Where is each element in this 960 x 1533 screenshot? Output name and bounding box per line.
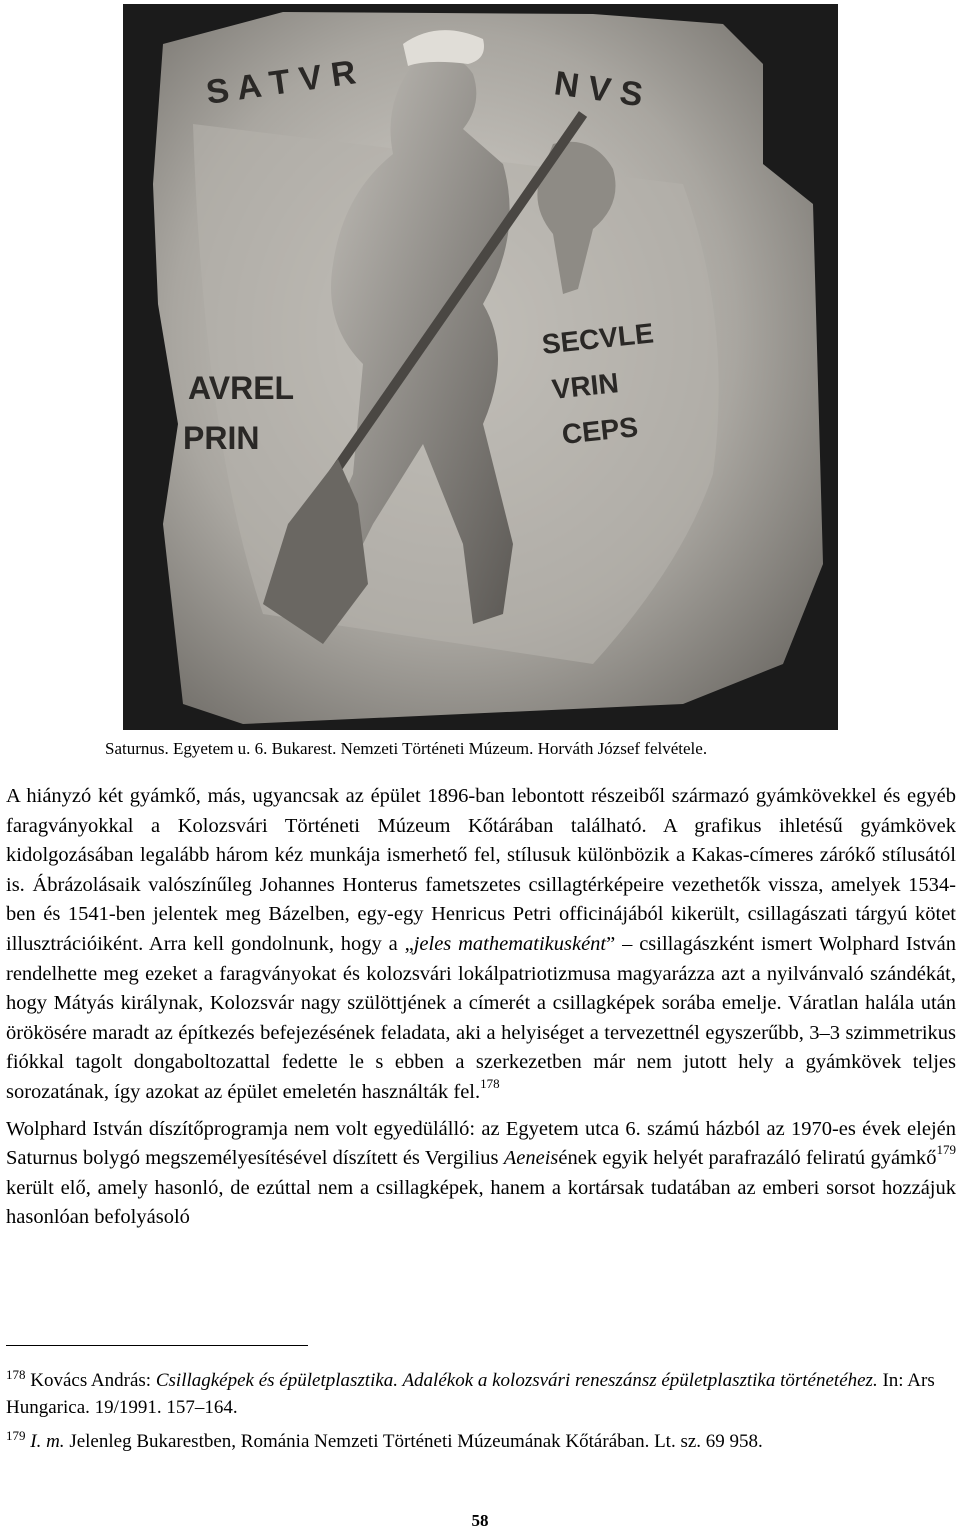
footnote-ref-179[interactable]: 179	[936, 1142, 957, 1158]
saturnus-relief-photo	[123, 4, 838, 730]
p2-text-b: ének egyik helyét parafrazáló feliratú gyámkő	[558, 1147, 937, 1170]
inscription-right-line1: SECVLE	[540, 317, 656, 360]
p1-quote-open: „	[404, 932, 414, 955]
footnote-separator	[6, 1345, 308, 1346]
footnote-ref-178[interactable]: 178	[480, 1076, 500, 1092]
p2-italic-aeneis: Aeneis	[503, 1147, 559, 1170]
footnote-178	[6, 1368, 956, 1421]
inscription-right-top: N V S	[551, 64, 646, 115]
footnote-rest: Jelenleg Bukarestben, Románia Nemzeti Történeti Múzeumának Kőtárában. Lt. sz. 69 958.	[64, 1431, 763, 1452]
figure-caption: Saturnus. Egyetem u. 6. Bukarest. Nemzeti Történeti Múzeum. Horváth József felvétele.	[105, 739, 708, 758]
p1-text-b: – csillagászként ismert Wolphard István rendelhette meg ezeket a faragványokat és kolozsvári lokálpatriotizmusa magyarázza azt a nyilvánvaló szándékát, hogy Mátyás királynak, Kolozsvár nagy szülöttjének a címerét a csillagképek sorába emelje. Váratlan halála után örökösére maradt az építkezés befejezésének feladata, aki a helyiséget a tervezettnél egyszerűbb, 3–3 szimmetrikus fiókkal tagolt dongaboltozattal fedette le s ebben a szerkezetben már nem jutott hely a gyámkövek teljes sorozatának, így azokat az épület emeletén használták fel.	[6, 932, 956, 1103]
footnote-number: 178	[6, 1367, 26, 1382]
footnote-title: Csillagképek és épületplasztika. Adalékok a kolozsvári reneszánsz épületplasztika történetéhez.	[155, 1370, 878, 1391]
footnote-179	[6, 1429, 956, 1456]
paragraph-1	[6, 782, 956, 1108]
page-number: 58	[471, 1511, 489, 1530]
footnotes	[6, 1368, 956, 1456]
inscription-left-line1: AVREL	[188, 370, 295, 406]
paragraph-2	[6, 1115, 956, 1233]
footnote-ibid: I. m.	[30, 1431, 65, 1452]
p2-text-a: Wolphard István díszítőprogramja nem volt egyedülálló: az Egyetem utca 6. számú házból az 1970-es évek elején Saturnus bolygó megszemélyesítésével díszített és Vergilius	[6, 1117, 956, 1170]
p1-text-a: A hiányzó két gyámkő, más, ugyancsak az épület 1896-ban lebontott részeiből származó gyámkövekkel és egyéb faragványokkal a Kolozsvári Történeti Múzeum Kőtárában található. A grafikus ihletésű gyámkövek kidolgozásában legalább három kéz munkája ismerhető fel, stílusuk különbözik a Kakas-címeres zárókő stílusától is. Ábrázolásaik valószínűleg Johannes Honterus fametszetes csillagtérképeire vezethetők vissza, amelyek 1534-ben és 1541-ben jelentek meg Bázelben, egy-egy Henricus Petri officinájából kikerült, csillagászati tárgyú kötet illusztrációiként. Arra kell gondolnunk, hogy a	[6, 785, 956, 955]
body-text	[6, 782, 956, 1233]
footnote-author: Kovács András:	[30, 1370, 156, 1391]
p2-text-c: került elő, amely hasonló, de ezúttal nem a csillagképek, hanem a kortársak tudatában az emberi sorsot hozzájuk hasonlóan befolyásoló	[6, 1176, 956, 1229]
p1-quote-close: ”	[606, 932, 616, 955]
inscription-left-line2: PRIN	[183, 420, 260, 456]
inscription-right-line3: CEPS	[560, 411, 640, 450]
inscription-right-line2: VRIN	[550, 367, 621, 405]
inscription-left-top: S A T V R	[203, 53, 359, 112]
footnote-rest: In: Ars Hungarica. 19/1991. 157–164.	[6, 1370, 935, 1418]
footnote-number: 179	[6, 1428, 26, 1443]
p1-quote-italic: jeles mathematikusként	[413, 932, 607, 955]
